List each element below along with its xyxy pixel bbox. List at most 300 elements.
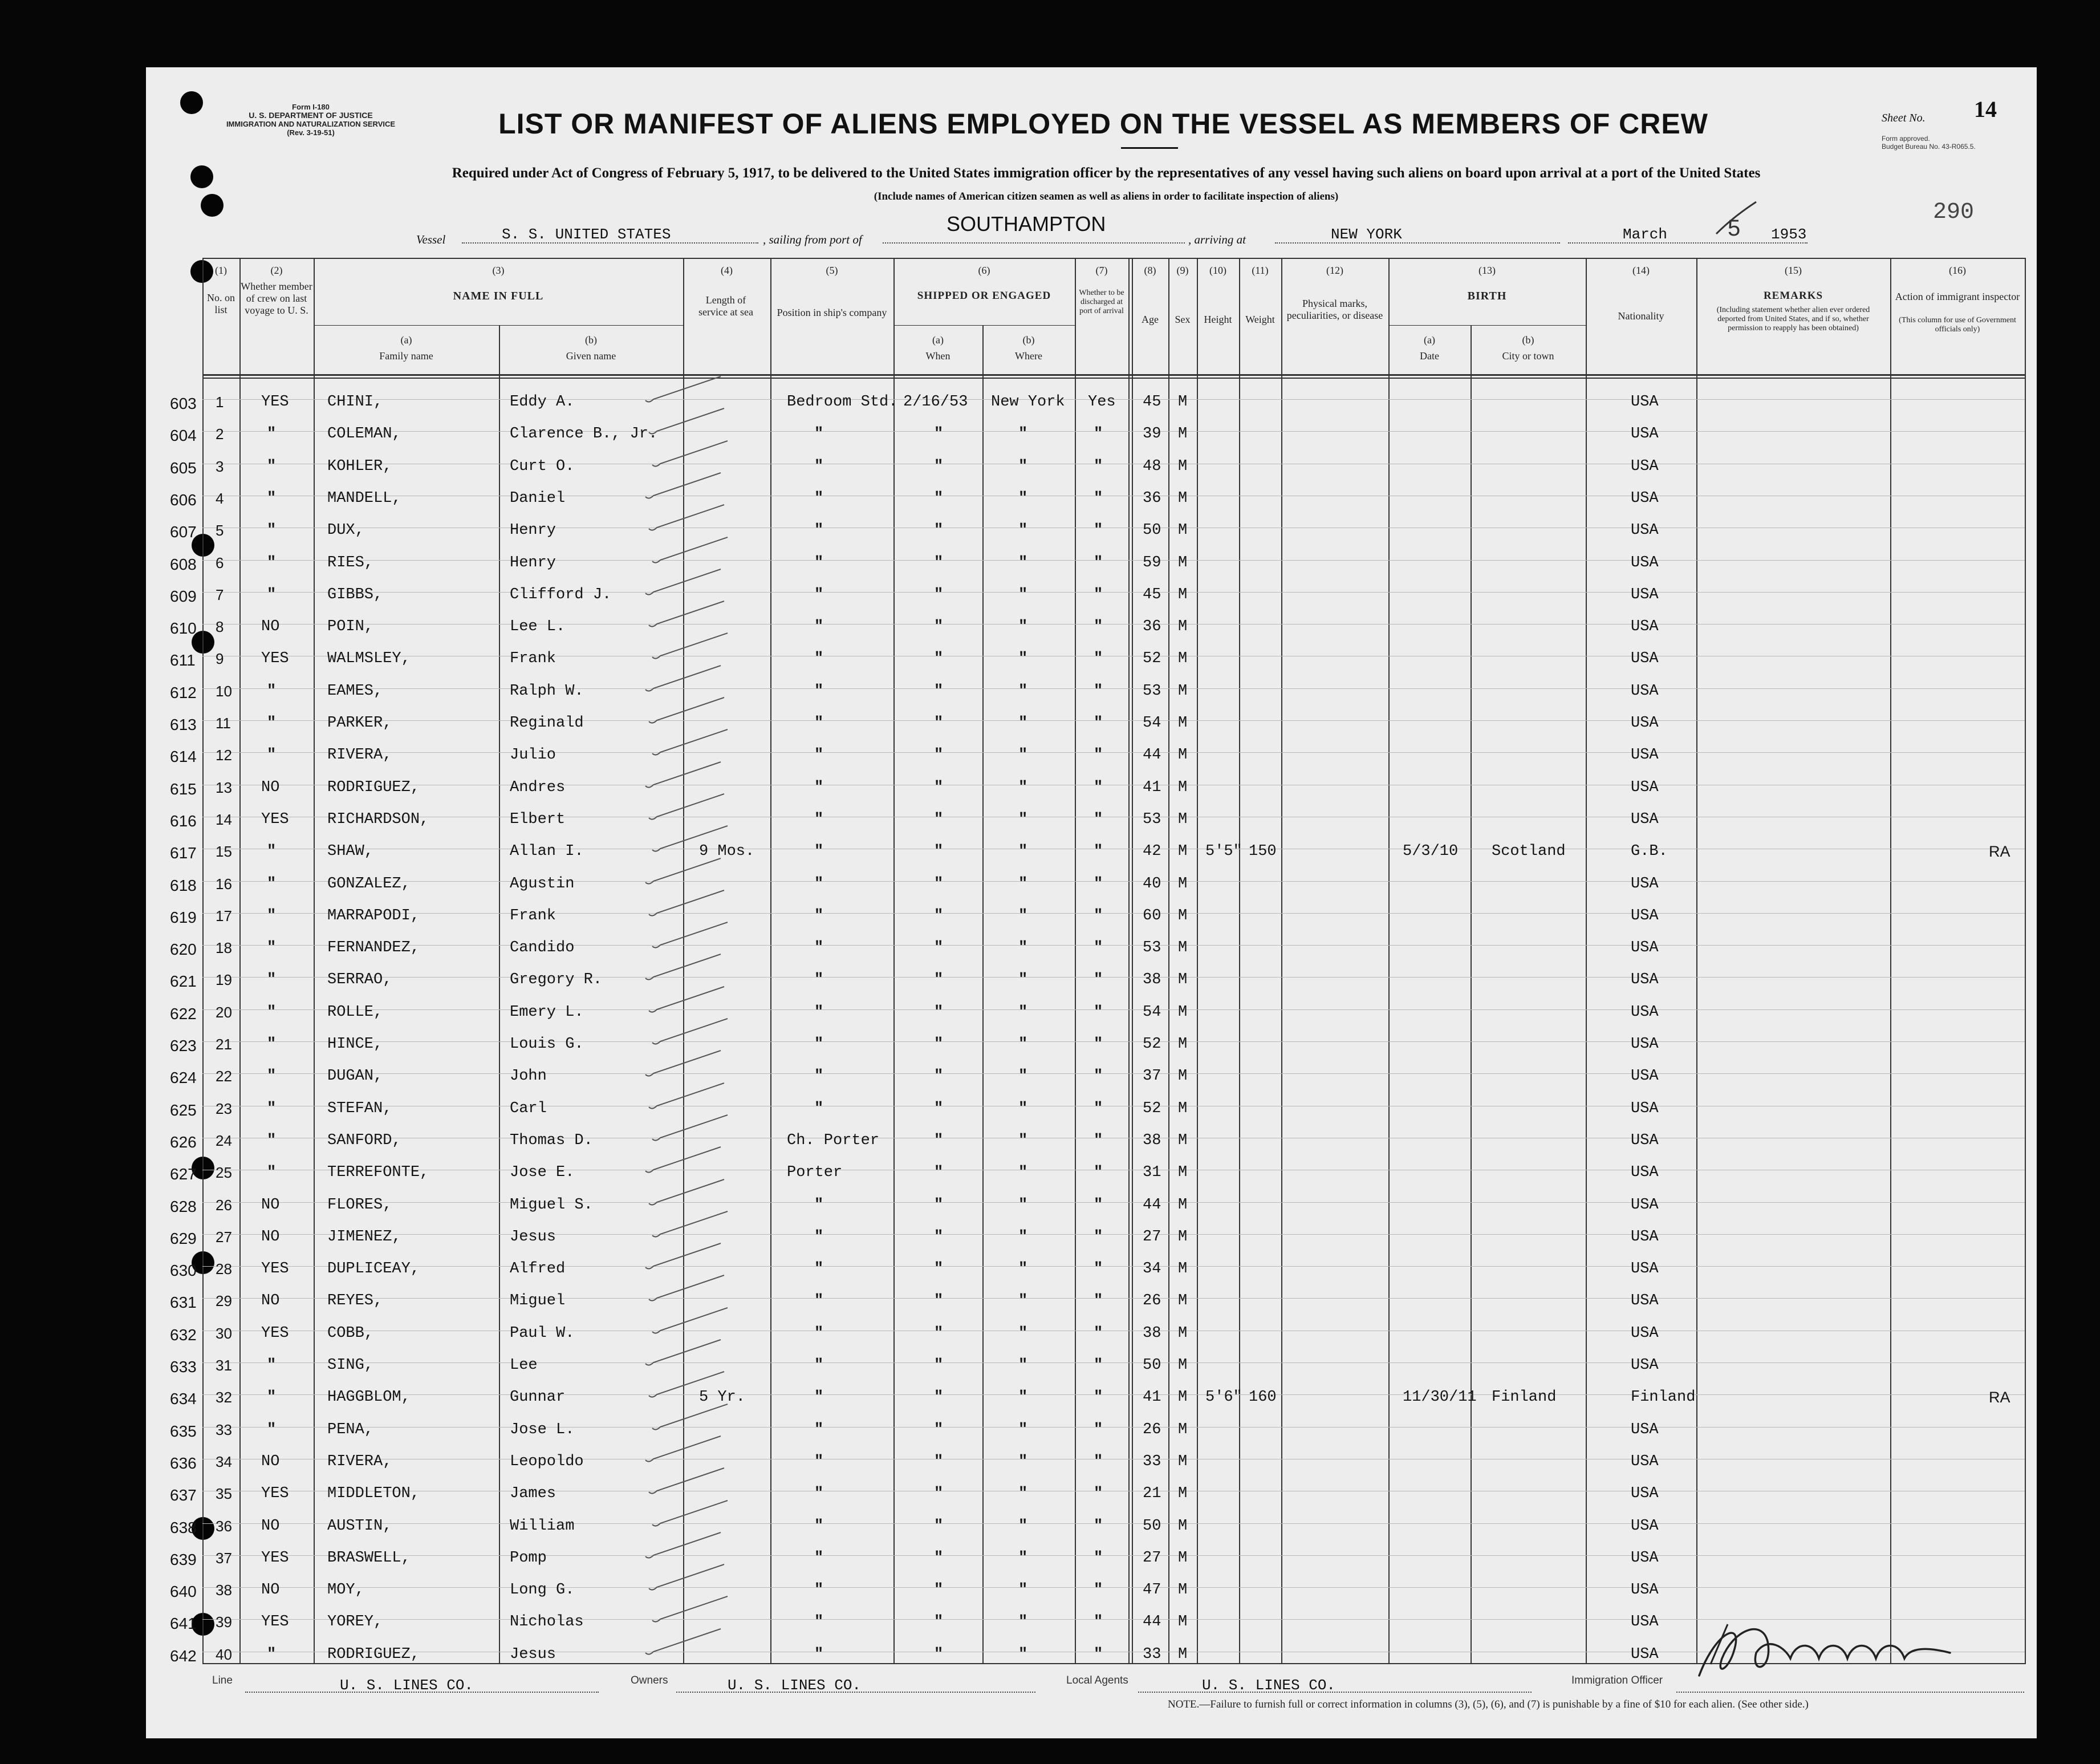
cell-where: " <box>1018 1613 1028 1631</box>
required-statement: Required under Act of Congress of February 5, 1917, to be delivered to the United States immigration officer by the representatives of any vessel having such aliens on board upon arrival at a port of the United States <box>452 165 1761 181</box>
cell-disch: " <box>1094 1003 1103 1021</box>
col-13a-number: (a) <box>1424 334 1435 346</box>
cell-age: 36 <box>1143 618 1161 636</box>
pencil-check-mark <box>644 888 730 922</box>
col-1-number: (1) <box>215 265 227 276</box>
cell-disch: " <box>1094 1164 1103 1182</box>
cell-sex: M <box>1178 1068 1188 1085</box>
cell-position: " <box>814 1036 824 1053</box>
cell-nat: USA <box>1631 939 1659 957</box>
name-subheader-rule <box>314 325 683 326</box>
approval-block <box>1882 135 2030 151</box>
cell-sex: M <box>1178 554 1188 571</box>
cell-nat: USA <box>1631 489 1659 507</box>
col-11-number: (11) <box>1252 265 1269 276</box>
cell-when: " <box>934 1292 944 1310</box>
cell-given: Reginald <box>510 715 584 732</box>
include-statement: (Include names of American citizen seamen as well as aliens in order to facilitate inspection of aliens) <box>874 190 1339 202</box>
cell-margin: 604 <box>170 427 197 445</box>
cell-where: " <box>1018 1357 1028 1374</box>
cell-when: " <box>934 843 944 861</box>
cell-where: " <box>1018 1485 1028 1503</box>
cell-age: 27 <box>1143 1228 1161 1246</box>
cell-family: MANDELL, <box>327 489 401 507</box>
cell-when: " <box>934 425 944 443</box>
cell-no: 17 <box>216 907 232 924</box>
cell-no: 11 <box>216 715 231 732</box>
cell-given: Jose E. <box>510 1164 575 1182</box>
cell-sex: M <box>1178 1036 1188 1053</box>
pencil-check-mark <box>641 374 726 408</box>
cell-family: SERRAO, <box>327 971 392 989</box>
cell-sex: M <box>1178 843 1188 861</box>
column-rule <box>202 258 204 1664</box>
col-3a-title: Family name <box>379 350 433 362</box>
col-6b-number: (b) <box>1022 334 1035 346</box>
cell-no: 4 <box>216 489 224 507</box>
cell-service: 9 Mos. <box>699 843 755 861</box>
row-rule <box>202 560 2025 561</box>
row-rule <box>202 1266 2025 1267</box>
cell-family: RIVERA, <box>327 1453 392 1470</box>
cell-no: 8 <box>216 618 224 636</box>
row-rule <box>202 1587 2025 1588</box>
cell-last: " <box>267 682 277 700</box>
cell-margin: 617 <box>170 844 197 862</box>
arrival-month: March <box>1623 226 1668 243</box>
column-rule <box>1586 258 1587 1664</box>
row-rule <box>202 1041 2025 1042</box>
cell-disch: " <box>1094 1357 1103 1374</box>
pencil-check-mark <box>648 1402 733 1436</box>
col-13b-title: City or town <box>1502 350 1554 362</box>
cell-last: NO <box>261 618 280 636</box>
col-8-number: (8) <box>1144 265 1156 276</box>
cell-last: " <box>267 1068 277 1085</box>
cell-where: " <box>1018 1324 1028 1342</box>
col-12-number: (12) <box>1326 265 1343 276</box>
cell-where: " <box>1018 971 1028 989</box>
cell-last: NO <box>261 1581 280 1599</box>
col-12-title: Physical marks, peculiarities, or disease <box>1286 298 1383 321</box>
col-10-title: Height <box>1204 314 1232 325</box>
cell-when: " <box>934 778 944 796</box>
cell-sex: M <box>1178 1196 1188 1214</box>
cell-sex: M <box>1178 875 1188 893</box>
cell-nat: USA <box>1631 778 1659 796</box>
col-4-title: Length of service at sea <box>698 294 753 318</box>
cell-when: " <box>934 1164 944 1182</box>
cell-family: AUSTIN, <box>327 1517 392 1535</box>
cell-age: 52 <box>1143 650 1161 668</box>
column-rule <box>314 258 315 1664</box>
cell-position: " <box>814 1228 824 1246</box>
col-5-title: Position in ship's company <box>777 307 887 318</box>
cell-position: " <box>814 1324 824 1342</box>
cell-height: 5'6" <box>1205 1389 1242 1406</box>
cell-disch: " <box>1094 939 1103 957</box>
service: IMMIGRATION AND NATURALIZATION SERVICE <box>226 120 396 128</box>
cell-last: " <box>267 1389 277 1406</box>
cell-when: " <box>934 1421 944 1438</box>
cell-family: DUPLICEAY, <box>327 1260 420 1278</box>
cell-given: William <box>510 1517 575 1535</box>
cell-when: " <box>934 1389 944 1406</box>
cell-position: " <box>814 682 824 700</box>
cell-nat: USA <box>1631 554 1659 571</box>
cell-family: YOREY, <box>327 1613 383 1631</box>
cell-sex: M <box>1178 939 1188 957</box>
cell-margin: 622 <box>170 1004 197 1023</box>
cell-given: John <box>510 1068 547 1085</box>
cell-nat: USA <box>1631 1228 1659 1246</box>
cell-margin: 620 <box>170 940 197 959</box>
cell-disch: " <box>1094 586 1103 603</box>
cell-last: NO <box>261 1292 280 1310</box>
cell-given: Alfred <box>510 1260 566 1278</box>
cell-sex: M <box>1178 1100 1188 1117</box>
col-7-number: (7) <box>1095 265 1108 276</box>
cell-no: 1 <box>216 394 224 411</box>
cell-when: " <box>934 1132 944 1149</box>
pencil-check-mark <box>644 1177 730 1211</box>
cell-when: " <box>934 1196 944 1214</box>
cell-where: " <box>1018 747 1028 764</box>
cell-when: " <box>934 875 944 893</box>
cell-when: " <box>934 715 944 732</box>
row-rule <box>202 913 2025 914</box>
cell-last: YES <box>261 1324 289 1342</box>
cell-family: FLORES, <box>327 1196 392 1214</box>
cell-given: Clarence B., Jr. <box>510 425 658 443</box>
cell-margin: 609 <box>170 587 197 605</box>
col-3-number: (3) <box>492 265 505 276</box>
cell-age: 54 <box>1143 1003 1161 1021</box>
cell-no: 19 <box>216 971 232 989</box>
col-10-number: (10) <box>1209 265 1226 276</box>
cell-no: 26 <box>216 1196 232 1214</box>
pencil-check-mark <box>641 1530 726 1564</box>
agents-value: U. S. LINES CO. <box>1202 1677 1336 1694</box>
cell-given: Emery L. <box>510 1003 584 1021</box>
cell-given: Leopoldo <box>510 1453 584 1470</box>
cell-margin: 621 <box>170 972 197 991</box>
col-6b-title: Where <box>1015 350 1042 362</box>
immigration-officer-signature <box>1682 1607 1967 1693</box>
cell-family: COBB, <box>327 1324 374 1342</box>
cell-position: " <box>814 1389 824 1406</box>
cell-family: RODRIGUEZ, <box>327 1645 420 1663</box>
cell-bdate: 11/30/11 <box>1403 1389 1477 1406</box>
column-rule <box>982 325 984 1664</box>
cell-disch: " <box>1094 618 1103 636</box>
cell-no: 35 <box>216 1485 232 1503</box>
cell-nat: USA <box>1631 810 1659 828</box>
cell-position: " <box>814 939 824 957</box>
cell-when: " <box>934 554 944 571</box>
owners-dotted <box>676 1692 1035 1693</box>
row-rule <box>202 1234 2025 1235</box>
cell-where: " <box>1018 489 1028 507</box>
cell-margin: 603 <box>170 395 197 412</box>
cell-margin: 635 <box>170 1422 197 1440</box>
officer-dotted <box>1676 1692 2024 1693</box>
cell-position: " <box>814 747 824 764</box>
cell-when: " <box>934 907 944 924</box>
cell-given: Jose L. <box>510 1421 575 1438</box>
cell-margin: 642 <box>170 1647 197 1665</box>
cell-disch: " <box>1094 1421 1103 1438</box>
cell-margin: 637 <box>170 1486 197 1505</box>
cell-margin: 607 <box>170 523 197 541</box>
cell-last: NO <box>261 1453 280 1470</box>
cell-no: 22 <box>216 1068 232 1085</box>
form-header-block <box>208 103 413 137</box>
cell-age: 45 <box>1143 586 1161 603</box>
cell-where: " <box>1018 586 1028 603</box>
cell-margin: 628 <box>170 1197 197 1215</box>
cell-family: SANFORD, <box>327 1132 401 1149</box>
cell-no: 21 <box>216 1036 232 1053</box>
cell-given: Daniel <box>510 489 566 507</box>
cell-family: SING, <box>327 1357 374 1374</box>
cell-when: " <box>934 1324 944 1342</box>
row-rule <box>202 1362 2025 1363</box>
birth-subheader-rule <box>1388 325 1586 326</box>
vessel-label: Vessel <box>416 233 446 246</box>
cell-where: " <box>1018 1421 1028 1438</box>
cell-disch: " <box>1094 971 1103 989</box>
cell-last: " <box>267 489 277 507</box>
cell-family: WALMSLEY, <box>327 650 411 668</box>
cell-age: 26 <box>1143 1292 1161 1310</box>
table-top-border <box>202 258 2025 259</box>
cell-where: " <box>1018 1132 1028 1149</box>
cell-age: 36 <box>1143 489 1161 507</box>
cell-age: 27 <box>1143 1549 1161 1567</box>
cell-margin: 619 <box>170 908 197 926</box>
cell-position: " <box>814 1003 824 1021</box>
cell-when: " <box>934 618 944 636</box>
pencil-check-mark <box>644 502 730 537</box>
cell-last: " <box>267 554 277 571</box>
cell-sex: M <box>1178 1485 1188 1503</box>
cell-where: " <box>1018 1100 1028 1117</box>
cell-sex: M <box>1178 1581 1188 1599</box>
cell-given: Frank <box>510 907 557 924</box>
cell-service: 5 Yr. <box>699 1389 746 1406</box>
cell-margin: 641 <box>170 1615 197 1633</box>
cell-nat: USA <box>1631 1100 1659 1117</box>
pencil-check-mark <box>648 535 733 569</box>
cell-no: 13 <box>216 778 232 796</box>
arrival-year: 1953 <box>1771 226 1807 243</box>
pencil-check-mark <box>641 1627 726 1661</box>
cell-when: " <box>934 489 944 507</box>
pencil-check-mark <box>641 856 726 890</box>
col-9-title: Sex <box>1175 314 1191 325</box>
column-rule <box>1696 258 1697 1664</box>
pencil-check-mark <box>648 631 733 665</box>
cell-sex: M <box>1178 457 1188 475</box>
date-check-mark <box>1711 200 1762 240</box>
cell-when: " <box>934 1517 944 1535</box>
pencil-check-mark <box>641 1145 726 1179</box>
cell-disch: " <box>1094 747 1103 764</box>
cell-when: " <box>934 810 944 828</box>
cell-sex: M <box>1178 1164 1188 1182</box>
cell-no: 39 <box>216 1613 232 1631</box>
title-underline <box>1121 147 1178 149</box>
cell-no: 36 <box>216 1517 232 1535</box>
cell-bplace: Finland <box>1492 1389 1557 1406</box>
cell-nat: USA <box>1631 1068 1659 1085</box>
cell-no: 28 <box>216 1260 232 1278</box>
col-15-title: REMARKS <box>1763 290 1823 302</box>
pencil-check-mark <box>648 727 733 761</box>
pencil-check-mark <box>641 1048 726 1082</box>
cell-sex: M <box>1178 1453 1188 1470</box>
cell-nat: USA <box>1631 522 1659 540</box>
pencil-check-mark <box>648 1594 733 1628</box>
cell-no: 5 <box>216 522 224 540</box>
cell-when: " <box>934 1645 944 1663</box>
cell-where: " <box>1018 1228 1028 1246</box>
col-3b-number: (b) <box>585 334 597 346</box>
cell-margin: 631 <box>170 1293 197 1312</box>
cell-family: GIBBS, <box>327 586 383 603</box>
cell-no: 34 <box>216 1453 232 1470</box>
col-15-subtitle: (Including statement whether alien ever ordered deported from United States, and if so, whether permission to reapply has been obtained) <box>1716 306 1870 332</box>
row-rule <box>202 1298 2025 1299</box>
cell-disch: " <box>1094 522 1103 540</box>
cell-when: " <box>934 1228 944 1246</box>
cell-age: 53 <box>1143 939 1161 957</box>
cell-family: MARRAPODI, <box>327 907 420 924</box>
cell-last: " <box>267 715 277 732</box>
punch-hole <box>201 194 224 217</box>
cell-age: 38 <box>1143 1132 1161 1149</box>
cell-given: Henry <box>510 522 557 540</box>
cell-sex: M <box>1178 1645 1188 1663</box>
pencil-check-mark <box>644 695 730 729</box>
cell-where: " <box>1018 1549 1028 1567</box>
cell-given: Candido <box>510 939 575 957</box>
cell-family: HAGGBLOM, <box>327 1389 411 1406</box>
cell-last: " <box>267 907 277 924</box>
cell-disch: " <box>1094 1196 1103 1214</box>
col-13-title: BIRTH <box>1467 290 1507 302</box>
punch-hole <box>190 165 213 188</box>
cell-nat: USA <box>1631 1581 1659 1599</box>
table-header-bottom-border-2 <box>202 378 2025 379</box>
cell-nat: USA <box>1631 394 1659 411</box>
cell-disch: " <box>1094 1228 1103 1246</box>
column-rule <box>1075 258 1076 1664</box>
cell-where: " <box>1018 778 1028 796</box>
pencil-check-mark <box>648 1305 733 1340</box>
cell-where: " <box>1018 1292 1028 1310</box>
cell-last: YES <box>261 1485 289 1503</box>
cell-position: " <box>814 1517 824 1535</box>
budget-text: Budget Bureau No. 43-R065.5. <box>1882 143 1976 151</box>
pencil-check-mark <box>648 1498 733 1532</box>
cell-where: " <box>1018 843 1028 861</box>
col-13b-number: (b) <box>1522 334 1534 346</box>
cell-age: 60 <box>1143 907 1161 924</box>
cell-sex: M <box>1178 1292 1188 1310</box>
row-rule <box>202 1523 2025 1524</box>
cell-given: Curt O. <box>510 457 575 475</box>
pencil-check-mark <box>644 406 730 440</box>
col-16-subtitle: (This column for use of Government officials only) <box>1899 316 2016 334</box>
cell-where: " <box>1018 810 1028 828</box>
cell-margin: 623 <box>170 1037 197 1055</box>
cell-where: " <box>1018 554 1028 571</box>
col-4-number: (4) <box>721 265 733 276</box>
cell-family: MIDDLETON, <box>327 1485 420 1503</box>
cell-family: JIMENEZ, <box>327 1228 401 1246</box>
cell-when: " <box>934 939 944 957</box>
col-2-title: Whether member of crew on last voyage to U. S. <box>241 281 312 316</box>
cell-when: " <box>934 1068 944 1085</box>
cell-position: " <box>814 715 824 732</box>
cell-given: Andres <box>510 778 566 796</box>
cell-position: " <box>814 843 824 861</box>
cell-family: RODRIGUEZ, <box>327 778 420 796</box>
col-6a-number: (a) <box>932 334 944 346</box>
cell-given: Louis G. <box>510 1036 584 1053</box>
cell-where: " <box>1018 1260 1028 1278</box>
pencil-check-mark <box>648 824 733 858</box>
cell-disch: " <box>1094 1485 1103 1503</box>
cell-position: " <box>814 810 824 828</box>
cell-when: 2/16/53 <box>903 394 968 411</box>
cell-where: " <box>1018 425 1028 443</box>
cell-last: NO <box>261 1228 280 1246</box>
cell-age: 31 <box>1143 1164 1161 1182</box>
cell-disch: " <box>1094 682 1103 700</box>
cell-when: " <box>934 682 944 700</box>
cell-position: " <box>814 1260 824 1278</box>
cell-nat: USA <box>1631 875 1659 893</box>
cell-sex: M <box>1178 971 1188 989</box>
cell-last: YES <box>261 650 289 668</box>
cell-family: CHINI, <box>327 394 383 411</box>
cell-last: YES <box>261 1260 289 1278</box>
cell-disch: " <box>1094 1517 1103 1535</box>
cell-age: 33 <box>1143 1645 1161 1663</box>
cell-age: 52 <box>1143 1036 1161 1053</box>
cell-given: Gregory R. <box>510 971 603 989</box>
cell-given: Paul W. <box>510 1324 575 1342</box>
row-rule <box>202 592 2025 593</box>
cell-age: 42 <box>1143 843 1161 861</box>
column-rule <box>1128 258 1130 1664</box>
cell-no: 29 <box>216 1292 232 1310</box>
cell-disch: " <box>1094 489 1103 507</box>
cell-position: " <box>814 425 824 443</box>
cell-given: Eddy A. <box>510 394 575 411</box>
cell-age: 48 <box>1143 457 1161 475</box>
cell-sex: M <box>1178 907 1188 924</box>
cell-position: " <box>814 489 824 507</box>
cell-age: 37 <box>1143 1068 1161 1085</box>
cell-given: Jesus <box>510 1645 557 1663</box>
pencil-check-mark <box>644 1562 730 1596</box>
col-14-number: (14) <box>1632 265 1650 276</box>
cell-sex: M <box>1178 1228 1188 1246</box>
